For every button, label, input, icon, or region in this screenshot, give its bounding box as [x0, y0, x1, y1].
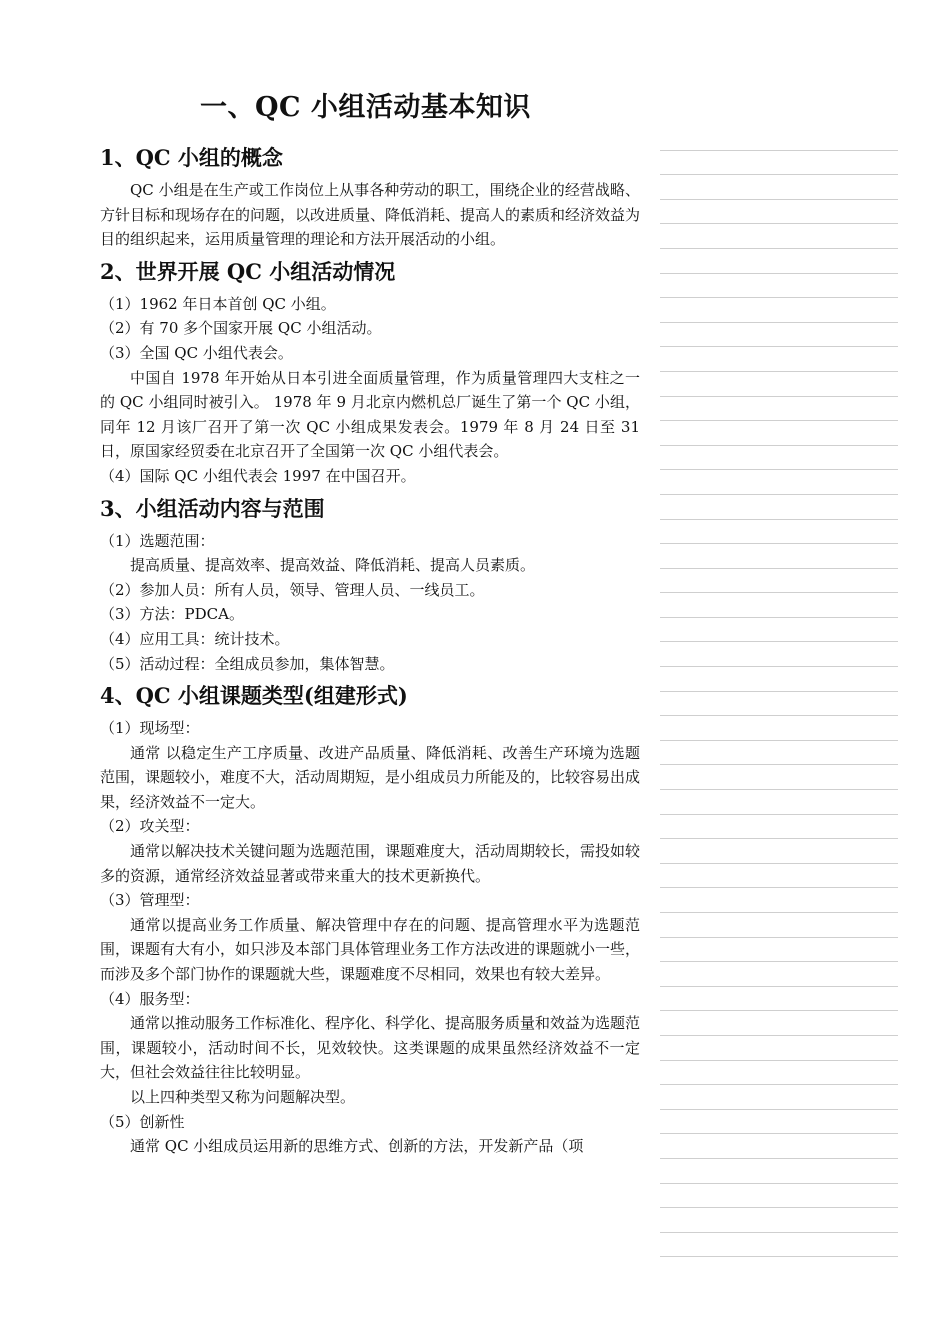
note-line — [660, 347, 898, 372]
note-line — [660, 298, 898, 323]
list-item: （5）活动过程：全组成员参加，集体智慧。 — [100, 654, 395, 673]
note-line — [660, 642, 898, 667]
note-line — [660, 913, 898, 938]
note-line — [660, 495, 898, 520]
note-line — [660, 470, 898, 495]
note-line — [660, 446, 898, 471]
note-line — [660, 1233, 898, 1258]
note-line — [660, 987, 898, 1012]
note-line — [660, 1036, 898, 1061]
list-item: （4）国际 QC 小组代表会 1997 在中国召开。 — [100, 466, 416, 485]
note-line — [660, 544, 898, 569]
list-item: （1）1962 年日本首创 QC 小组。 — [100, 294, 336, 313]
list-item: （1）选题范围： — [100, 531, 215, 550]
page-title: 一、QC 小组活动基本知识 — [200, 92, 531, 123]
note-line — [660, 864, 898, 889]
paragraph: 通常以提高业务工作质量、解决管理中存在的问题、提高管理水平为选题范围，课题有大有小，如只涉及本部门具体管理业务工作方法改进的课题就小一些，而涉及多个部门协作的课题就大些，课题难度不尽相同，效果也有较大差异。 — [100, 915, 641, 984]
list-item: （3）全国 QC 小组代表会。 — [100, 343, 293, 362]
list-item: （4）服务型： — [100, 989, 200, 1008]
note-line — [660, 839, 898, 864]
note-line — [660, 888, 898, 913]
note-line — [660, 716, 898, 741]
note-line — [660, 1159, 898, 1184]
note-line — [660, 126, 898, 151]
note-line — [660, 397, 898, 422]
note-line — [660, 175, 898, 200]
paragraph: 通常 以稳定生产工序质量、改进产品质量、降低消耗、改善生产环境为选题范围，课题较小，难度不大，活动周期短，是小组成员力所能及的，比较容易出成果，经济效益不一定大。 — [100, 743, 641, 811]
note-line — [660, 1061, 898, 1086]
section-heading: 1、QC 小组的概念 — [100, 145, 283, 170]
note-line — [660, 790, 898, 815]
note-line — [660, 274, 898, 299]
section-heading: 3、小组活动内容与范围 — [100, 495, 325, 521]
note-line — [660, 249, 898, 274]
note-line — [660, 1208, 898, 1233]
note-line — [660, 692, 898, 717]
note-line — [660, 151, 898, 176]
note-line — [660, 815, 898, 840]
note-line — [660, 372, 898, 397]
note-line — [660, 1110, 898, 1135]
note-line — [660, 224, 898, 249]
document-body — [100, 88, 640, 1159]
list-item: （1）现场型： — [100, 719, 200, 738]
note-line — [660, 593, 898, 618]
list-item: （3）方法：PDCA。 — [100, 605, 244, 624]
note-line — [660, 200, 898, 225]
note-line — [660, 1184, 898, 1209]
paragraph: 提高质量、提高效率、提高效益、降低消耗、提高人员素质。 — [130, 556, 536, 575]
note-line — [660, 520, 898, 545]
paragraph: 中国自 1978 年开始从日本引进全面质量管理，作为质量管理四大支柱之一的 QC 小组同时被引入。 1978 年 9 月北京内燃机总厂诞生了第一个 QC 小组，同年 12 月该厂召开了第一次 QC 小组成果发表会。1979 年 8 月 24 日至 31 日，原国家经贸委在北京召开了全国第一次 QC 小组代表会。 — [100, 368, 640, 461]
list-item: （2）参加人员：所有人员，领导、管理人员、一线员工。 — [100, 580, 485, 599]
section-4 — [100, 676, 640, 1159]
note-line — [660, 765, 898, 790]
note-line — [660, 569, 898, 594]
section-heading: 4、QC 小组课题类型(组建形式) — [100, 683, 408, 709]
note-line — [660, 938, 898, 963]
section-heading: 2、世界开展 QC 小组活动情况 — [100, 258, 396, 284]
paragraph: 通常 QC 小组成员运用新的思维方式、创新的方法，开发新产品（项 — [130, 1137, 584, 1156]
list-item: （5）创新性 — [100, 1112, 185, 1131]
list-item: （3）管理型： — [100, 891, 200, 910]
paragraph: 通常以推动服务工作标准化、程序化、科学化、提高服务质量和效益为选题范围，课题较小，活动时间不长，见效较快。这类课题的成果虽然经济效益不一定大，但社会效益往往比较明显。 — [100, 1014, 641, 1082]
list-item: （2）有 70 多个国家开展 QC 小组活动。 — [100, 319, 382, 338]
note-line — [660, 1085, 898, 1110]
note-line — [660, 1011, 898, 1036]
note-line — [660, 667, 898, 692]
paragraph: 通常以解决技术关键问题为选题范围，课题难度大，活动周期较长，需投如较多的资源，通常经济效益显著或带来重大的技术更新换代。 — [100, 842, 641, 885]
note-line — [660, 1134, 898, 1159]
note-line — [660, 962, 898, 987]
list-item: （2）攻关型： — [100, 817, 200, 836]
note-line — [660, 421, 898, 446]
note-line — [660, 323, 898, 348]
note-line — [660, 741, 898, 766]
sections-container — [100, 138, 640, 1159]
note-line — [660, 618, 898, 643]
paragraph: QC 小组是在生产或工作岗位上从事各种劳动的职工，围绕企业的经营战略、方针目标和现场存在的问题，以改进质量、降低消耗、提高人的素质和经济效益为目的组织起来，运用质量管理的理论和方法开展活动的小组。 — [100, 181, 641, 249]
list-item: （4）应用工具：统计技术。 — [100, 629, 290, 648]
section-1 — [100, 138, 640, 252]
section-3 — [100, 489, 640, 677]
section-2 — [100, 252, 640, 489]
notes-ruled-area — [660, 126, 898, 1257]
paragraph: 以上四种类型又称为问题解决型。 — [130, 1088, 356, 1106]
